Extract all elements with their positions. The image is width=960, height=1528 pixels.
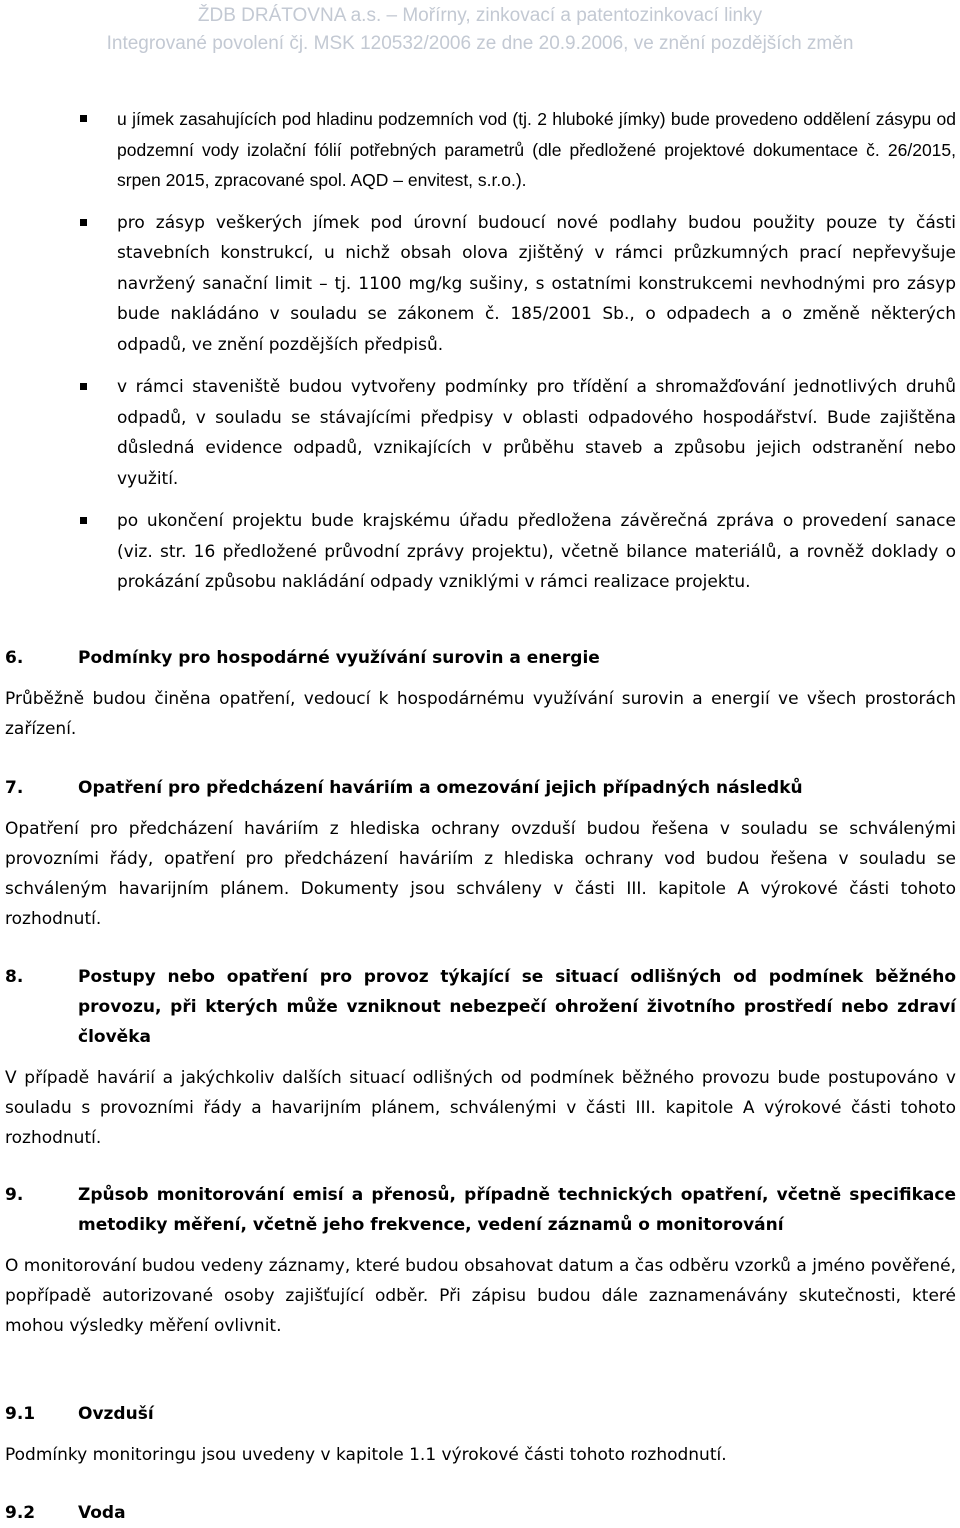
section-title: Voda [78,1503,126,1523]
section-number: 8. [5,967,24,987]
section-7 [0,773,960,934]
section-body: V případě havárií a jakýchkoliv dalších situací odlišných od podmínek běžného provozu bude postupováno v souladu s provozními řády a havarijním plánem, schválenými v části III. kapitole A výrokové části tohoto rozhodnutí. [5,1068,956,1148]
section-number: 9.1 [5,1404,36,1424]
section-heading [0,643,960,673]
section-heading [0,773,960,803]
section-heading [0,962,960,1052]
list-item [0,372,960,494]
section-number: 7. [5,778,24,798]
section-8 [0,962,960,1153]
square-bullet-icon [80,383,87,390]
section-body: Podmínky monitoringu jsou uvedeny v kapitole 1.1 výrokové části tohoto rozhodnutí. [5,1445,727,1465]
section-heading [0,1180,960,1240]
header-line-2: Integrované povolení čj. MSK 120532/2006 ze dne 20.9.2006, ve znění pozdějších změn [106,33,854,54]
section-title: Opatření pro předcházení haváriím a omezování jejich případných následků [78,778,803,798]
section-title: Způsob monitorování emisí a přenosů, případně technických opatření, včetně specifikace metodiky měření, včetně jeho frekvence, vedení záznamů o monitorování [78,1185,956,1235]
list-item [0,104,960,196]
square-bullet-icon [80,219,87,226]
square-bullet-icon [80,115,87,122]
section-6 [0,643,960,744]
list-item-text: pro zásyp veškerých jímek pod úrovní budoucí nové podlahy budou použity pouze ty části stavebních konstrukcí, u nichž obsah olova zjištěný v rámci průzkumných prací nepřevyšuje navržený sanační limit – tj. 1100 mg/kg sušiny, s ostatními konstrukcemi nevhodnými pro zásyp bude nakládáno v souladu se zákonem č. 185/2001 Sb., o odpadech a o změně některých odpadů, ve znění pozdějších předpisů. [117,212,956,355]
section-heading [0,1399,960,1429]
section-number: 9. [5,1185,24,1205]
bullet-list [0,104,960,610]
section-body: O monitorování budou vedeny záznamy, které budou obsahovat datum a čas odběru vzorků a jméno pověřené, popřípadě autorizované osoby zajišťující odběr. Při zápisu budou dále zaznamenávány skutečnosti, které mohou výsledky měření ovlivnit. [5,1256,956,1336]
section-body: Průběžně budou činěna opatření, vedoucí k hospodárnému využívání surovin a energií ve všech prostorách zařízení. [5,689,956,739]
list-item-text: u jímek zasahujících pod hladinu podzemních vod (tj. 2 hluboké jímky) bude provedeno oddělení zásypu od podzemní vody izolační fólií potřebných parametrů (dle předložené projektové dokumentace č. 26/2015, srpen 2015, zpracované spol. AQD – envitest, s.r.o.). [117,109,956,190]
section-9-2 [0,1498,960,1528]
section-number: 9.2 [5,1503,36,1523]
section-body: Opatření pro předcházení haváriím z hlediska ochrany ovzduší budou řešena v souladu se schválenými provozními řády, opatření pro předcházení haváriím z hlediska ochrany vod budou řešena v souladu se schváleným havarijním plánem. Dokumenty jsou schváleny v části III. kapitole A výrokové části tohoto rozhodnutí. [5,819,956,929]
list-item [0,506,960,598]
section-9 [0,1180,960,1341]
header-line-1: ŽDB DRÁTOVNA a.s. – Mořírny, zinkovací a patentozinkovací linky [197,5,763,26]
section-number: 6. [5,648,24,668]
section-title: Ovzduší [78,1404,154,1424]
square-bullet-icon [80,517,87,524]
list-item-text: po ukončení projektu bude krajskému úřadu předložena závěrečná zpráva o provedení sanace (viz. str. 16 předložené průvodní zprávy projektu), včetně bilance materiálů, a rovněž doklady o prokázání způsobu nakládání odpady vzniklými v rámci realizace projektu. [117,511,956,592]
section-heading [0,1498,960,1528]
page-header [0,2,960,58]
list-item [0,208,960,361]
section-9-1 [0,1399,960,1470]
section-title: Podmínky pro hospodárné využívání surovin a energie [78,648,600,668]
list-item-text: v rámci staveniště budou vytvořeny podmínky pro třídění a shromažďování jednotlivých druhů odpadů, v souladu se stávajícími předpisy v oblasti odpadového hospodářství. Bude zajištěna důsledná evidence odpadů, vznikajících v průběhu staveb a způsobu jejich odstranění nebo využití. [117,377,956,489]
section-title: Postupy nebo opatření pro provoz týkající se situací odlišných od podmínek běžného provozu, při kterých může vzniknout nebezpečí ohrožení životního prostředí nebo zdraví člověka [78,967,956,1047]
